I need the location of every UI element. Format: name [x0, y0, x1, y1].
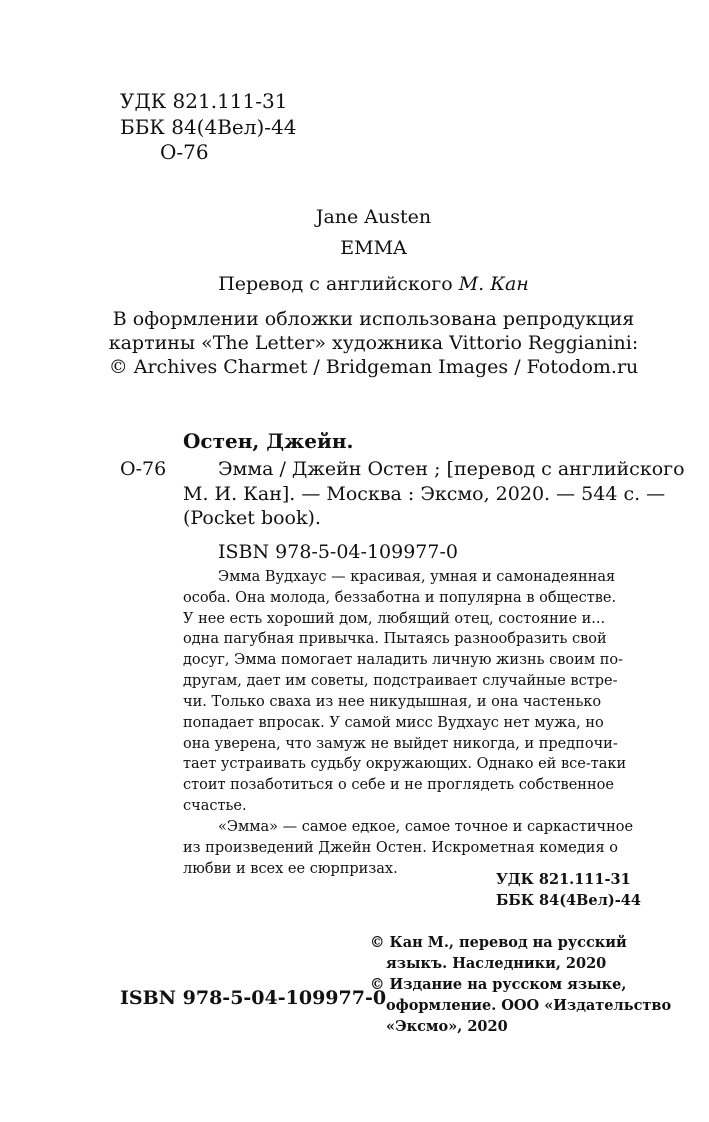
cover-credit-line-2: картины «The Letter» художника Vittorio Reggianini: — [108, 332, 639, 354]
annotation-line: чи. Только сваха из нее никудышная, и она частенько — [183, 694, 602, 710]
annotation-line: счастье. — [183, 798, 247, 814]
catalog-mark: О-76 — [120, 458, 167, 480]
isbn-bottom: ISBN 978-5-04-109977-0 — [120, 987, 387, 1009]
catalog-entry-line-2: М. И. Кан]. — Москва : Эксмо, 2020. — 544 с. — — [183, 483, 666, 505]
annotation-line: особа. Она молода, беззаботна и популярна в обществе. — [183, 590, 617, 606]
cover-credit-line-1: В оформлении обложки использована репродукция — [112, 308, 635, 330]
copyright-line: «Эксмо», 2020 — [386, 1018, 508, 1035]
annotation-line: стоит позаботиться о себе и не проглядеть собственное — [183, 777, 614, 793]
annotation-line: досуг, Эмма помогает наладить личную жизнь своим по- — [183, 652, 623, 668]
copyright-line: © Издание на русском языке, — [370, 976, 627, 993]
udk-code-top: УДК 821.111-31 — [120, 89, 288, 113]
author-mark-top: О-76 — [160, 140, 209, 164]
copyright-line: © Кан М., перевод на русский — [370, 934, 627, 951]
annotation-line: другам, дает им советы, подстраивает случайные встре- — [183, 673, 618, 689]
book-title-english: EMMA — [340, 237, 407, 259]
bbk-code-bottom: ББК 84(4Вел)-44 — [496, 892, 641, 909]
annotation-line: одна пагубная привычка. Пытаясь разнообразить свой — [183, 631, 607, 647]
cover-credit-line-3: © Archives Charmet / Bridgeman Images / Fotodom.ru — [108, 356, 639, 378]
copyright-line: оформление. ООО «Издательство — [386, 997, 672, 1014]
author-name-english: Jane Austen — [315, 206, 432, 228]
bbk-code-top: ББК 84(4Вел)-44 — [120, 115, 297, 139]
catalog-entry-line-3: (Pocket book). — [183, 507, 321, 529]
annotation-line: из произведений Джейн Остен. Искрометная комедия о — [183, 840, 618, 856]
catalog-entry-line-1: Эмма / Джейн Остен ; [перевод с английского — [218, 458, 685, 480]
annotation-line: любви и всех ее сюрпризах. — [183, 861, 398, 877]
udk-code-bottom: УДК 821.111-31 — [496, 871, 631, 888]
catalog-heading: Остен, Джейн. — [183, 429, 354, 453]
translation-credit — [0, 272, 709, 296]
annotation-line: тает устраивать судьбу окружающих. Однако ей все-таки — [183, 756, 627, 772]
translator-name: М. Кан — [458, 273, 529, 295]
annotation-line: она уверена, что замуж не выйдет никогда, и предпочи- — [183, 736, 618, 752]
annotation-line: У нее есть хороший дом, любящий отец, состояние и... — [183, 611, 606, 627]
annotation-line: попадает впросак. У самой мисс Вудхаус нет мужа, но — [183, 715, 604, 731]
annotation-line: Эмма Вудхаус — красивая, умная и самонадеянная — [218, 569, 616, 585]
catalog-isbn: ISBN 978-5-04-109977-0 — [218, 541, 458, 563]
copyright-line: языкъ. Наследники, 2020 — [386, 955, 607, 972]
annotation-line: «Эмма» — самое едкое, самое точное и саркастичное — [218, 819, 634, 835]
translation-prefix: Перевод с английского — [218, 273, 459, 295]
